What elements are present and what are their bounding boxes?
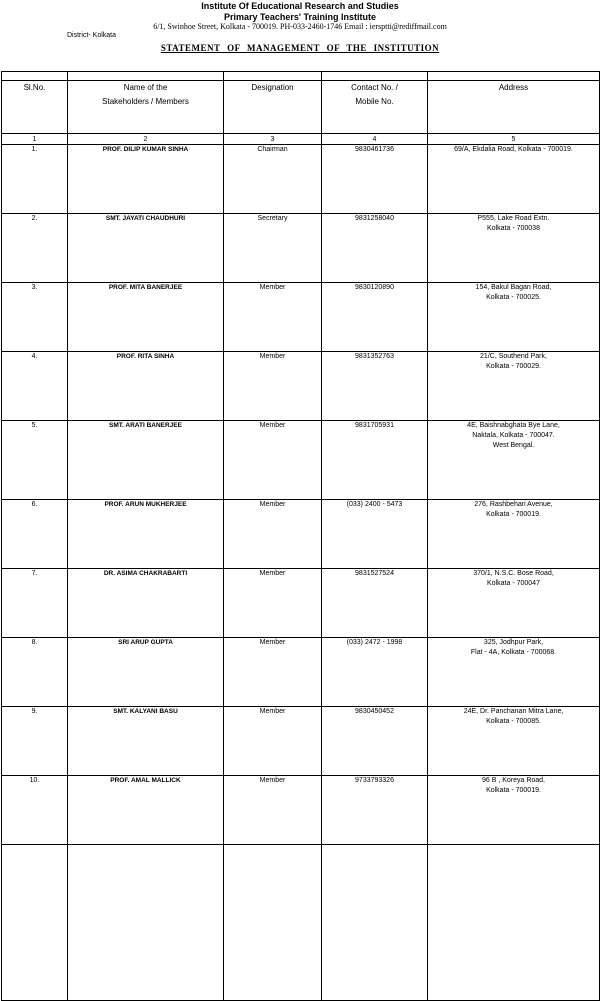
table-row	[2, 707, 600, 776]
table-row	[2, 352, 600, 421]
district-label: District- Kolkata	[67, 32, 117, 39]
cell-designation: Member	[224, 707, 322, 776]
cell-name: PROF. DILIP KUMAR SINHA	[68, 145, 224, 214]
cell-name: PROF. RITA SINHA	[68, 352, 224, 421]
col-number: 4	[322, 134, 428, 145]
col-number: 2	[68, 134, 224, 145]
cell-address: P555, Lake Road Extn. Kolkata - 700038	[428, 214, 600, 283]
cell-slno: 7.	[2, 569, 68, 638]
cell-address: 4E, Baishnabghata Bye Lane, Naktala, Kolkata - 700047. West Bengal.	[428, 421, 600, 500]
cell-contact: 9733793326	[322, 776, 428, 845]
cell-designation: Secretary	[224, 214, 322, 283]
cell-designation: Member	[224, 638, 322, 707]
cell-address: 325, Jodhpur Park, Flat - 4A, Kolkata - 700068.	[428, 638, 600, 707]
cell-designation: Member	[224, 352, 322, 421]
cell-name: PROF. ARUN MUKHERJEE	[68, 500, 224, 569]
cell-contact: 9831352763	[322, 352, 428, 421]
cell-slno: 2.	[2, 214, 68, 283]
col-header-designation: Designation	[224, 81, 322, 134]
cell-name: DR. ASIMA CHAKRABARTI	[68, 569, 224, 638]
cell-contact: 9830120890	[322, 283, 428, 352]
cell-designation: Member	[224, 283, 322, 352]
cell-contact: (033) 2400 - 5473	[322, 500, 428, 569]
col-header-contact: Contact No. / Mobile No.	[322, 81, 428, 134]
cell-slno: 3.	[2, 283, 68, 352]
cell-slno: 9.	[2, 707, 68, 776]
cell-slno: 5.	[2, 421, 68, 500]
table-row	[2, 214, 600, 283]
col-header-name: Name of the Stakeholders / Members	[68, 81, 224, 134]
cell-contact: 9831705931	[322, 421, 428, 500]
cell-address: 276, Rashbehari Avenue, Kolkata - 700019.	[428, 500, 600, 569]
cell-designation: Member	[224, 421, 322, 500]
cell-address: 69/A, Ekdalia Road, Kolkata - 700019.	[428, 145, 600, 214]
column-number-row	[2, 134, 600, 145]
statement-title: STATEMENT OF MANAGEMENT OF THE INSTITUTION	[160, 43, 440, 53]
cell-name: SRI ARUP GUPTA	[68, 638, 224, 707]
institute-name: Institute Of Educational Research and Studies	[201, 1, 399, 11]
empty-filler-row	[2, 845, 600, 1001]
cell-contact: 9831258040	[322, 214, 428, 283]
header-row	[2, 81, 600, 134]
cell-slno: 6.	[2, 500, 68, 569]
table-row	[2, 421, 600, 500]
institute-address: 6/1, Swinhoe Street, Kolkata - 700019. PH-033-2460-1746 Email : iersptti@rediffmail.com	[153, 22, 447, 31]
table-row	[2, 638, 600, 707]
cell-contact: 9830461736	[322, 145, 428, 214]
col-number: 5	[428, 134, 600, 145]
cell-name: SMT. KALYANI BASU	[68, 707, 224, 776]
management-table	[1, 71, 600, 1001]
cell-designation: Chairman	[224, 145, 322, 214]
cell-address: 154, Bakul Bagan Road, Kolkata - 700025.	[428, 283, 600, 352]
cell-name: SMT. JAYATI CHAUDHURI	[68, 214, 224, 283]
cell-contact: (033) 2472 - 1998	[322, 638, 428, 707]
cell-designation: Member	[224, 569, 322, 638]
cell-address: 24E, Dr. Panchanan Mitra Lane, Kolkata - 700085.	[428, 707, 600, 776]
cell-address: 96 B , Koreya Road, Kolkata - 700019.	[428, 776, 600, 845]
cell-slno: 4.	[2, 352, 68, 421]
cell-slno: 8.	[2, 638, 68, 707]
table-row	[2, 145, 600, 214]
cell-designation: Member	[224, 500, 322, 569]
cell-name: PROF. MITA BANERJEE	[68, 283, 224, 352]
cell-address: 370/1, N.S.C. Bose Road, Kolkata - 700047	[428, 569, 600, 638]
cell-name: PROF. AMAL MALLICK	[68, 776, 224, 845]
cell-contact: 9831527524	[322, 569, 428, 638]
table-row	[2, 500, 600, 569]
cell-slno: 10.	[2, 776, 68, 845]
cell-name: SMT. ARATI BANERJEE	[68, 421, 224, 500]
col-header-address: Address	[428, 81, 600, 134]
col-header-slno: Sl.No.	[2, 81, 68, 134]
cell-address: 21/C, Southend Park, Kolkata - 700029.	[428, 352, 600, 421]
table-row	[2, 283, 600, 352]
col-number: 1	[2, 134, 68, 145]
table-row	[2, 776, 600, 845]
cell-contact: 9830450452	[322, 707, 428, 776]
table-row	[2, 569, 600, 638]
institute-subtitle: Primary Teachers' Training Institute	[223, 12, 377, 22]
blank-row	[2, 72, 600, 81]
cell-designation: Member	[224, 776, 322, 845]
col-number: 3	[224, 134, 322, 145]
cell-slno: 1.	[2, 145, 68, 214]
